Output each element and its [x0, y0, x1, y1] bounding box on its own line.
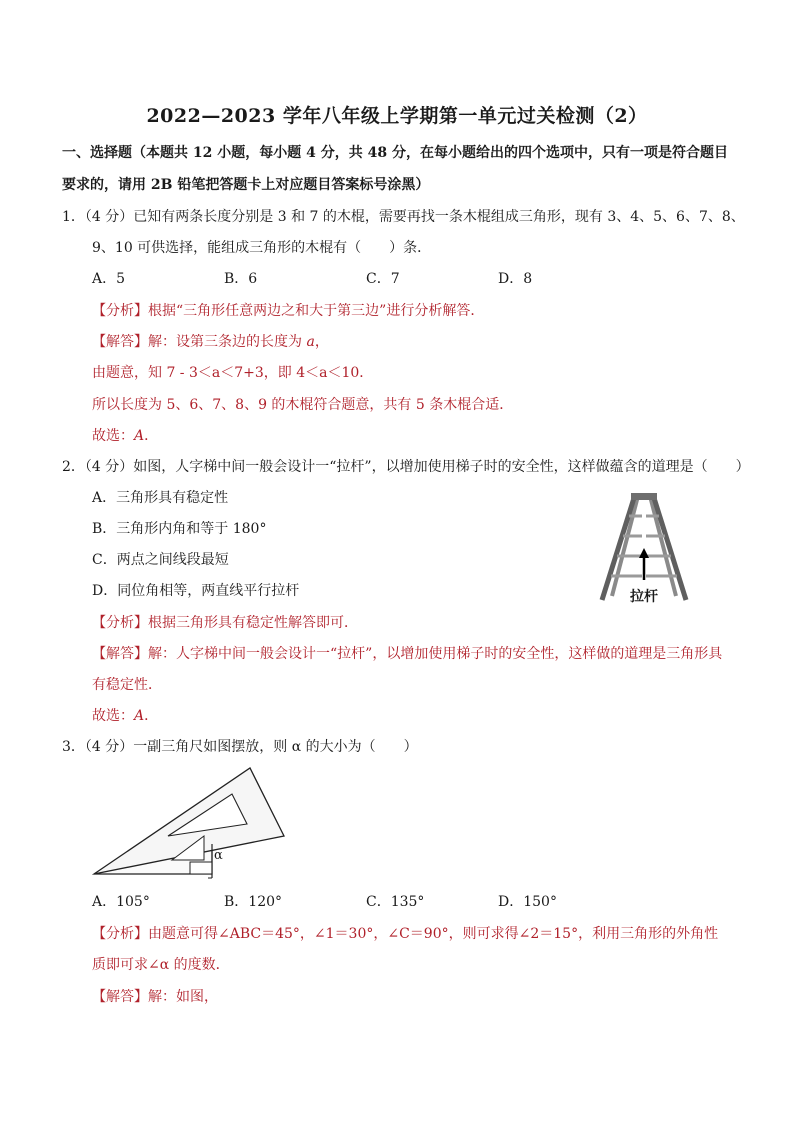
choice-prefix: 故选： — [92, 708, 134, 724]
q2-answer-choice — [92, 706, 158, 726]
page-title: 2022—2023 学年八年级上学期第一单元过关检测（2） — [146, 105, 648, 127]
q2-option-c: C．两点之间线段最短 — [92, 552, 229, 568]
answer-punct: ， — [314, 334, 329, 350]
q1-answer-line1 — [92, 332, 329, 352]
q3-option-a: A．105° — [92, 894, 150, 910]
set-squares-figure — [92, 766, 288, 880]
section-heading-line1: 一、选择题（本题共 12 小题，每小题 4 分，共 48 分，在每小题给出的四个选项中，只有一项是符合题目 — [62, 145, 728, 161]
q2-answer-line2: 有稳定性． — [92, 677, 162, 693]
choice-suffix: ． — [144, 428, 159, 444]
set-squares-diagram — [92, 766, 288, 880]
q2-option-d: D．同位角相等，两直线平行拉杆 — [92, 583, 300, 599]
q3-stem-line1: 3．（4 分）一副三角尺如图摆放，则 α 的大小为（ ） — [62, 739, 418, 755]
answer-variable: a — [306, 334, 315, 350]
analysis-text: 根据“三角形任意两边之和大于第三边”进行分析解答． — [148, 303, 485, 319]
q1-option-a: A．5 — [92, 271, 126, 287]
q3-analysis-line1 — [92, 924, 718, 944]
q2-option-b: B．三角形内角和等于 180° — [92, 521, 267, 537]
analysis-text: 由题意可得∠ABC＝45°，∠1＝30°，∠C＝90°，则可求得∠2＝15°，利用三角形的外角性 — [148, 926, 719, 942]
ladder-figure — [598, 492, 690, 608]
answer-tag: 【解答】 — [92, 989, 148, 1005]
q1-stem-line1: 1．（4 分）已知有两条长度分别是 3 和 7 的木棍，需要再找一条木棍组成三角形，现有 3、4、5、6、7、8、 — [62, 209, 745, 225]
analysis-tag: 【分析】 — [92, 303, 148, 319]
alpha-label: α — [214, 848, 223, 863]
analysis-tag: 【分析】 — [92, 615, 148, 631]
answer-text: 解：人字梯中间一般会设计一“拉杆”，以增加使用梯子时的安全性，这样做的道理是三角形具 — [148, 646, 723, 662]
q2-stem-line1: 2．（4 分）如图，人字梯中间一般会设计一“拉杆”，以增加使用梯子时的安全性，这样做蕴含的道理是（ ） — [62, 459, 750, 475]
q1-answer-line2: 由题意，知 7 - 3＜a＜7+3，即 4＜a＜10． — [92, 365, 374, 381]
analysis-text: 根据三角形具有稳定性解答即可． — [148, 615, 358, 631]
q3-option-d: D．150° — [498, 894, 557, 910]
answer-tag: 【解答】 — [92, 334, 148, 350]
q3-option-b: B．120° — [224, 894, 283, 910]
ladder-label: 拉杆 — [628, 586, 660, 606]
answer-text: 解：设第三条边的长度为 — [148, 334, 307, 350]
q1-answer-line3: 所以长度为 5、6、7、8、9 的木棍符合题意，共有 5 条木棍合适． — [92, 397, 514, 413]
answer-tag: 【解答】 — [92, 646, 148, 662]
q3-option-c: C．135° — [366, 894, 425, 910]
choice-letter: A — [134, 708, 145, 724]
choice-prefix: 故选： — [92, 428, 134, 444]
q3-answer-line1 — [92, 987, 218, 1007]
q1-analysis — [92, 301, 484, 321]
q2-answer-line1 — [92, 644, 722, 664]
q2-option-a: A．三角形具有稳定性 — [92, 490, 229, 506]
q1-option-d: D．8 — [498, 271, 533, 287]
q1-answer-choice — [92, 426, 158, 446]
choice-letter: A — [134, 428, 145, 444]
choice-suffix: ． — [144, 708, 159, 724]
q1-option-c: C．7 — [366, 271, 400, 287]
q3-analysis-line2: 质即可求∠α 的度数． — [92, 957, 230, 973]
q1-stem-line2: 9、10 可供选择，能组成三角形的木棍有（ ）条． — [92, 240, 432, 256]
q1-option-b: B．6 — [224, 271, 258, 287]
answer-text: 解：如图， — [148, 989, 218, 1005]
section-heading-line2: 要求的，请用 2B 铅笔把答题卡上对应题目答案标号涂黑） — [62, 177, 430, 193]
q2-analysis — [92, 613, 358, 633]
analysis-tag: 【分析】 — [92, 926, 148, 942]
